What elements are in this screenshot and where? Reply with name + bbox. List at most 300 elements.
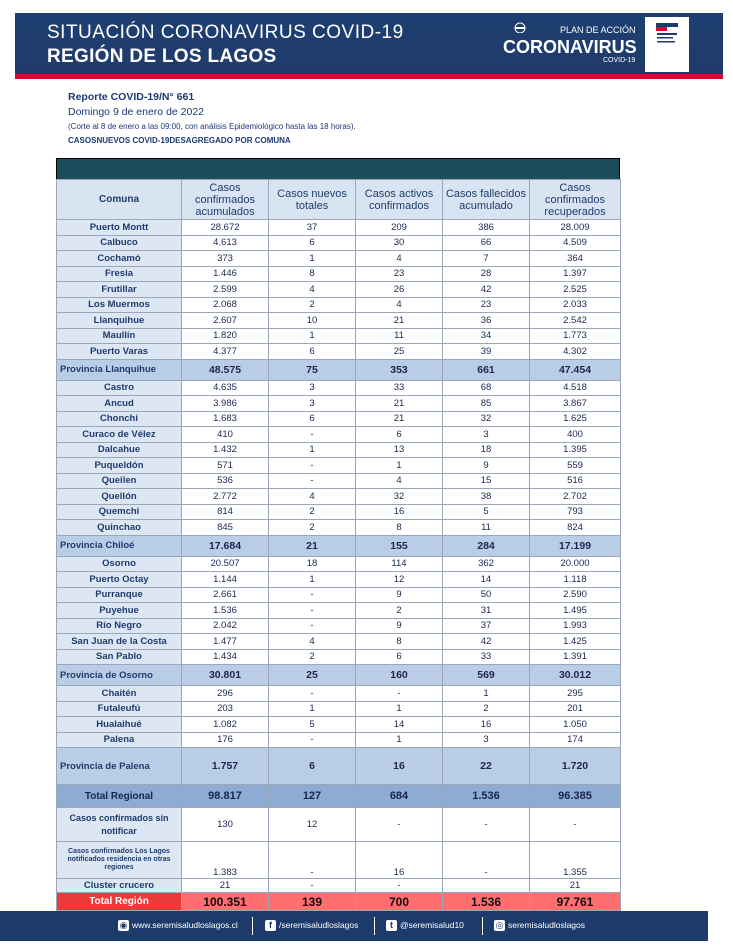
row-value-cell: 1.477 <box>182 634 269 650</box>
row-value-cell: 17.199 <box>530 535 621 556</box>
row-value-cell: 39 <box>443 344 530 360</box>
row-label-cell: Casos confirmados Los Lagos notificados residencia en otras regiones <box>57 842 182 879</box>
footer-divider <box>252 917 253 935</box>
row-value-cell: 1.993 <box>530 618 621 634</box>
row-label-cell: Chaitén <box>57 686 182 702</box>
row-value-cell: 14 <box>356 717 443 733</box>
row-label-cell: Dalcahue <box>57 442 182 458</box>
table-row <box>57 785 621 808</box>
row-value-cell: - <box>269 732 356 748</box>
table-row <box>57 266 621 282</box>
row-value-cell: 1.391 <box>530 649 621 665</box>
row-value-cell: 37 <box>269 220 356 236</box>
row-value-cell: 20.507 <box>182 556 269 572</box>
header-accent-line <box>15 74 723 79</box>
row-value-cell: 16 <box>356 504 443 520</box>
row-value-cell: 30.012 <box>530 665 621 686</box>
row-value-cell: 8 <box>356 520 443 536</box>
row-value-cell: 1 <box>269 572 356 588</box>
row-label-cell: Futaleufú <box>57 701 182 717</box>
row-value-cell: 9 <box>443 458 530 474</box>
header-recuperados: Casos confirmados recuperados <box>530 180 621 220</box>
row-value-cell: 38 <box>443 489 530 505</box>
row-value-cell: 21 <box>356 396 443 412</box>
row-value-cell: 410 <box>182 427 269 443</box>
row-value-cell: 1.683 <box>182 411 269 427</box>
row-value-cell: 386 <box>443 220 530 236</box>
row-value-cell: 2 <box>269 297 356 313</box>
header-comuna: Comuna <box>57 180 182 220</box>
row-value-cell: 85 <box>443 396 530 412</box>
row-value-cell: 18 <box>269 556 356 572</box>
row-label-cell: Río Negro <box>57 618 182 634</box>
row-value-cell: 201 <box>530 701 621 717</box>
row-label-cell: Puerto Octay <box>57 572 182 588</box>
table-row <box>57 701 621 717</box>
row-label-cell: Calbuco <box>57 235 182 251</box>
row-value-cell: 50 <box>443 587 530 603</box>
row-value-cell: - <box>269 686 356 702</box>
row-value-cell: 6 <box>269 748 356 785</box>
footer-bar <box>0 911 708 941</box>
row-value-cell: - <box>356 879 443 893</box>
row-value-cell: - <box>356 686 443 702</box>
row-value-cell: 1 <box>356 458 443 474</box>
row-value-cell: 4 <box>269 282 356 298</box>
row-value-cell: 130 <box>182 808 269 842</box>
plan-label: PLAN DE ACCIÓN <box>560 25 636 35</box>
table-row <box>57 603 621 619</box>
row-value-cell: 1.144 <box>182 572 269 588</box>
row-label-cell: Total Región <box>57 893 182 911</box>
row-value-cell: 174 <box>530 732 621 748</box>
footer-web[interactable] <box>118 920 238 931</box>
row-value-cell: 32 <box>443 411 530 427</box>
row-value-cell: 2 <box>269 504 356 520</box>
row-value-cell: 1.536 <box>182 603 269 619</box>
row-value-cell: 15 <box>443 473 530 489</box>
row-value-cell: 8 <box>356 634 443 650</box>
brand-sub-label: COVID-19 <box>603 57 636 64</box>
row-label-cell: Casos confirmados sin notificar <box>57 808 182 842</box>
table-row <box>57 634 621 650</box>
table-row <box>57 282 621 298</box>
row-value-cell: 34 <box>443 328 530 344</box>
row-value-cell: 23 <box>356 266 443 282</box>
table-row <box>57 473 621 489</box>
row-value-cell: 9 <box>356 618 443 634</box>
row-value-cell: 8 <box>269 266 356 282</box>
report-number: Reporte COVID-19/N° 661 <box>68 91 195 103</box>
row-label-cell: Castro <box>57 380 182 396</box>
row-value-cell: 1.355 <box>530 842 621 879</box>
row-value-cell: 5 <box>443 504 530 520</box>
row-value-cell: 203 <box>182 701 269 717</box>
row-value-cell: 28.672 <box>182 220 269 236</box>
row-value-cell: 2.599 <box>182 282 269 298</box>
row-value-cell: 16 <box>356 748 443 785</box>
row-value-cell: 75 <box>269 359 356 380</box>
row-value-cell: 295 <box>530 686 621 702</box>
table-row <box>57 732 621 748</box>
row-label-cell: Puerto Varas <box>57 344 182 360</box>
row-label-cell: Provincia Chiloé <box>57 535 182 556</box>
row-value-cell: 3.986 <box>182 396 269 412</box>
row-value-cell: 569 <box>443 665 530 686</box>
footer-instagram-label: seremisaludloslagos <box>508 920 586 930</box>
row-value-cell: 11 <box>443 520 530 536</box>
row-value-cell: 2.590 <box>530 587 621 603</box>
row-value-cell: 2.033 <box>530 297 621 313</box>
table-row <box>57 235 621 251</box>
table-row <box>57 328 621 344</box>
row-value-cell: 2 <box>443 701 530 717</box>
row-value-cell: 18 <box>443 442 530 458</box>
instagram-icon: ◎ <box>495 920 504 931</box>
table-row <box>57 879 621 893</box>
row-label-cell: Ancud <box>57 396 182 412</box>
row-value-cell: 559 <box>530 458 621 474</box>
row-value-cell: - <box>269 842 356 879</box>
row-value-cell: 4 <box>356 297 443 313</box>
row-value-cell: 17.684 <box>182 535 269 556</box>
row-value-cell: 1.625 <box>530 411 621 427</box>
row-value-cell: 845 <box>182 520 269 536</box>
row-label-cell: Puyehue <box>57 603 182 619</box>
row-value-cell: 1.820 <box>182 328 269 344</box>
row-label-cell: San Juan de la Costa <box>57 634 182 650</box>
row-value-cell: - <box>269 603 356 619</box>
table-top-bar <box>56 158 620 179</box>
row-value-cell: 4.302 <box>530 344 621 360</box>
row-label-cell: Llanquihue <box>57 313 182 329</box>
row-value-cell: 30.801 <box>182 665 269 686</box>
header-activos: Casos activos confirmados <box>356 180 443 220</box>
header-title: SITUACIÓN CORONAVIRUS COVID-19 <box>47 22 404 43</box>
report-cutoff: (Corte al 8 de enero a las 09:00, con análisis Epidemiológico hasta las 18 horas). <box>68 122 356 131</box>
row-value-cell: 400 <box>530 427 621 443</box>
table-row <box>57 220 621 236</box>
row-label-cell: Los Muermos <box>57 297 182 313</box>
row-value-cell: 36 <box>443 313 530 329</box>
row-label-cell: Puqueldón <box>57 458 182 474</box>
row-value-cell: 1.383 <box>182 842 269 879</box>
header-subtitle: REGIÓN DE LOS LAGOS <box>47 46 277 67</box>
row-value-cell: 7 <box>443 251 530 267</box>
row-value-cell: 6 <box>356 649 443 665</box>
row-value-cell: 97.761 <box>530 893 621 911</box>
row-value-cell: 33 <box>356 380 443 396</box>
row-value-cell: 1.536 <box>443 785 530 808</box>
row-value-cell: 48.575 <box>182 359 269 380</box>
row-value-cell: - <box>269 618 356 634</box>
row-value-cell: 21 <box>530 879 621 893</box>
web-icon: ◉ <box>119 920 128 931</box>
row-label-cell: Quellón <box>57 489 182 505</box>
plan-emblem-icon <box>512 21 528 33</box>
row-value-cell: 6 <box>269 344 356 360</box>
row-value-cell: 176 <box>182 732 269 748</box>
footer-web-label: www.seremisaludloslagos.cl <box>132 920 238 930</box>
row-value-cell: 28 <box>443 266 530 282</box>
table-row <box>57 489 621 505</box>
footer-divider <box>482 917 483 935</box>
row-value-cell: 4 <box>269 489 356 505</box>
row-value-cell: 2.702 <box>530 489 621 505</box>
row-value-cell: - <box>269 879 356 893</box>
row-value-cell: 9 <box>356 587 443 603</box>
footer-divider <box>374 917 375 935</box>
footer-twitter-label: @seremisalud10 <box>400 920 464 930</box>
row-value-cell: 25 <box>356 344 443 360</box>
row-value-cell: 1.495 <box>530 603 621 619</box>
row-value-cell: 10 <box>269 313 356 329</box>
row-value-cell: 12 <box>356 572 443 588</box>
row-value-cell: 1.773 <box>530 328 621 344</box>
row-value-cell: 4 <box>269 634 356 650</box>
table-row <box>57 748 621 785</box>
row-value-cell: 661 <box>443 359 530 380</box>
footer-facebook[interactable] <box>265 920 358 931</box>
table-row <box>57 665 621 686</box>
row-value-cell: 4 <box>356 473 443 489</box>
row-value-cell: 23 <box>443 297 530 313</box>
row-value-cell: 4.377 <box>182 344 269 360</box>
footer-twitter[interactable] <box>386 920 464 931</box>
row-value-cell: 2.607 <box>182 313 269 329</box>
row-value-cell: 30 <box>356 235 443 251</box>
row-value-cell: 1.118 <box>530 572 621 588</box>
row-label-cell: Frutillar <box>57 282 182 298</box>
table-header-row <box>57 180 621 220</box>
cases-table <box>56 179 621 911</box>
table-row <box>57 458 621 474</box>
row-value-cell: 353 <box>356 359 443 380</box>
row-value-cell: 373 <box>182 251 269 267</box>
row-value-cell: 22 <box>443 748 530 785</box>
table-row <box>57 535 621 556</box>
row-value-cell: 362 <box>443 556 530 572</box>
row-label-cell: Fresia <box>57 266 182 282</box>
row-value-cell: 100.351 <box>182 893 269 911</box>
row-value-cell: 6 <box>269 411 356 427</box>
row-label-cell: Cluster crucero <box>57 879 182 893</box>
row-value-cell: 26 <box>356 282 443 298</box>
row-value-cell: 139 <box>269 893 356 911</box>
row-label-cell: San Pablo <box>57 649 182 665</box>
row-value-cell: 16 <box>356 842 443 879</box>
row-value-cell: 21 <box>356 313 443 329</box>
row-value-cell: 284 <box>443 535 530 556</box>
row-value-cell: 1 <box>356 701 443 717</box>
row-value-cell: 2 <box>269 520 356 536</box>
row-value-cell: 2.772 <box>182 489 269 505</box>
row-value-cell: 2.068 <box>182 297 269 313</box>
row-value-cell: 2.542 <box>530 313 621 329</box>
row-value-cell: - <box>269 427 356 443</box>
row-value-cell: 155 <box>356 535 443 556</box>
row-value-cell: 25 <box>269 665 356 686</box>
row-label-cell: Osorno <box>57 556 182 572</box>
facebook-icon: f <box>265 920 276 931</box>
row-value-cell: 96.385 <box>530 785 621 808</box>
row-value-cell: 824 <box>530 520 621 536</box>
row-value-cell: 21 <box>182 879 269 893</box>
table-row <box>57 442 621 458</box>
header-banner <box>15 13 723 79</box>
table-body <box>57 220 621 911</box>
row-value-cell: 793 <box>530 504 621 520</box>
table-row <box>57 893 621 911</box>
cases-table-container <box>56 158 620 911</box>
report-date: Domingo 9 de enero de 2022 <box>68 106 205 118</box>
row-value-cell: 5 <box>269 717 356 733</box>
row-value-cell: 3.867 <box>530 396 621 412</box>
row-value-cell: 1.425 <box>530 634 621 650</box>
row-value-cell: 114 <box>356 556 443 572</box>
row-value-cell: 21 <box>269 535 356 556</box>
government-logo <box>645 17 689 72</box>
row-value-cell: 700 <box>356 893 443 911</box>
table-row <box>57 556 621 572</box>
table-row <box>57 344 621 360</box>
row-label-cell: Provincia Llanquihue <box>57 359 182 380</box>
footer-instagram[interactable] <box>494 920 585 931</box>
row-label-cell: Palena <box>57 732 182 748</box>
row-value-cell: 98.817 <box>182 785 269 808</box>
row-label-cell: Provincia de Palena <box>57 748 182 785</box>
row-value-cell: 42 <box>443 634 530 650</box>
row-label-cell: Puerto Montt <box>57 220 182 236</box>
row-value-cell: 2 <box>356 603 443 619</box>
row-value-cell: 1.082 <box>182 717 269 733</box>
table-row <box>57 649 621 665</box>
row-value-cell: 47.454 <box>530 359 621 380</box>
row-value-cell: 814 <box>182 504 269 520</box>
row-value-cell: 28.009 <box>530 220 621 236</box>
row-value-cell: - <box>269 473 356 489</box>
row-value-cell: - <box>269 587 356 603</box>
table-row <box>57 411 621 427</box>
brand-label: CORONAVIRUS <box>503 37 637 57</box>
row-value-cell <box>443 879 530 893</box>
row-value-cell: 16 <box>443 717 530 733</box>
row-value-cell: 14 <box>443 572 530 588</box>
row-value-cell: 1.050 <box>530 717 621 733</box>
table-row <box>57 504 621 520</box>
row-value-cell: 516 <box>530 473 621 489</box>
table-row <box>57 717 621 733</box>
row-value-cell: 1.536 <box>443 893 530 911</box>
row-value-cell: 1 <box>269 442 356 458</box>
row-value-cell: 209 <box>356 220 443 236</box>
row-value-cell: 33 <box>443 649 530 665</box>
row-value-cell: - <box>356 808 443 842</box>
row-value-cell: - <box>443 808 530 842</box>
twitter-icon: t <box>386 920 397 931</box>
row-value-cell: 1 <box>269 251 356 267</box>
row-label-cell: Cochamó <box>57 251 182 267</box>
row-value-cell: 13 <box>356 442 443 458</box>
row-label-cell: Quinchao <box>57 520 182 536</box>
row-value-cell: 2.661 <box>182 587 269 603</box>
row-value-cell: 127 <box>269 785 356 808</box>
row-value-cell: 160 <box>356 665 443 686</box>
row-label-cell: Chonchi <box>57 411 182 427</box>
row-value-cell: 1 <box>269 701 356 717</box>
table-row <box>57 297 621 313</box>
row-value-cell: 6 <box>269 235 356 251</box>
footer-facebook-label: /seremisaludloslagos <box>279 920 359 930</box>
row-value-cell: 1 <box>356 732 443 748</box>
row-value-cell: 3 <box>269 380 356 396</box>
header-fallecidos: Casos fallecidos acumulado <box>443 180 530 220</box>
row-label-cell: Maullín <box>57 328 182 344</box>
row-value-cell: 2.525 <box>530 282 621 298</box>
table-row <box>57 380 621 396</box>
row-value-cell: 31 <box>443 603 530 619</box>
row-value-cell: 536 <box>182 473 269 489</box>
row-value-cell: 11 <box>356 328 443 344</box>
row-value-cell: 571 <box>182 458 269 474</box>
table-row <box>57 359 621 380</box>
header-confirmados: Casos confirmados acumulados <box>182 180 269 220</box>
table-row <box>57 572 621 588</box>
row-value-cell: 3 <box>269 396 356 412</box>
row-value-cell: 4.509 <box>530 235 621 251</box>
row-label-cell: Provincia de Osorno <box>57 665 182 686</box>
row-label-cell: Hualaihué <box>57 717 182 733</box>
row-value-cell: 6 <box>356 427 443 443</box>
table-row <box>57 251 621 267</box>
table-row <box>57 520 621 536</box>
row-value-cell: 296 <box>182 686 269 702</box>
table-row <box>57 686 621 702</box>
row-value-cell: 68 <box>443 380 530 396</box>
row-value-cell: 1.757 <box>182 748 269 785</box>
row-value-cell: 21 <box>356 411 443 427</box>
row-value-cell: 1 <box>269 328 356 344</box>
row-value-cell: 37 <box>443 618 530 634</box>
row-value-cell: - <box>269 458 356 474</box>
row-value-cell: 4.635 <box>182 380 269 396</box>
row-value-cell: 4.613 <box>182 235 269 251</box>
row-value-cell: 42 <box>443 282 530 298</box>
row-value-cell: 20.000 <box>530 556 621 572</box>
row-value-cell: 1.432 <box>182 442 269 458</box>
header-nuevos: Casos nuevos totales <box>269 180 356 220</box>
row-value-cell: 4.518 <box>530 380 621 396</box>
government-star-icon <box>656 23 678 47</box>
row-value-cell: 32 <box>356 489 443 505</box>
table-row <box>57 427 621 443</box>
report-section-title: CASOSNUEVOS COVID-19DESAGREGADO POR COMUNA <box>68 136 291 145</box>
table-row <box>57 808 621 842</box>
row-value-cell: 4 <box>356 251 443 267</box>
row-value-cell: 1.446 <box>182 266 269 282</box>
row-value-cell: 3 <box>443 427 530 443</box>
table-row <box>57 396 621 412</box>
row-value-cell: 1.397 <box>530 266 621 282</box>
row-value-cell: 12 <box>269 808 356 842</box>
row-label-cell: Curaco de Vélez <box>57 427 182 443</box>
row-value-cell: 364 <box>530 251 621 267</box>
row-value-cell: 2.042 <box>182 618 269 634</box>
table-row <box>57 313 621 329</box>
table-row <box>57 618 621 634</box>
row-value-cell: 3 <box>443 732 530 748</box>
row-value-cell: 1 <box>443 686 530 702</box>
